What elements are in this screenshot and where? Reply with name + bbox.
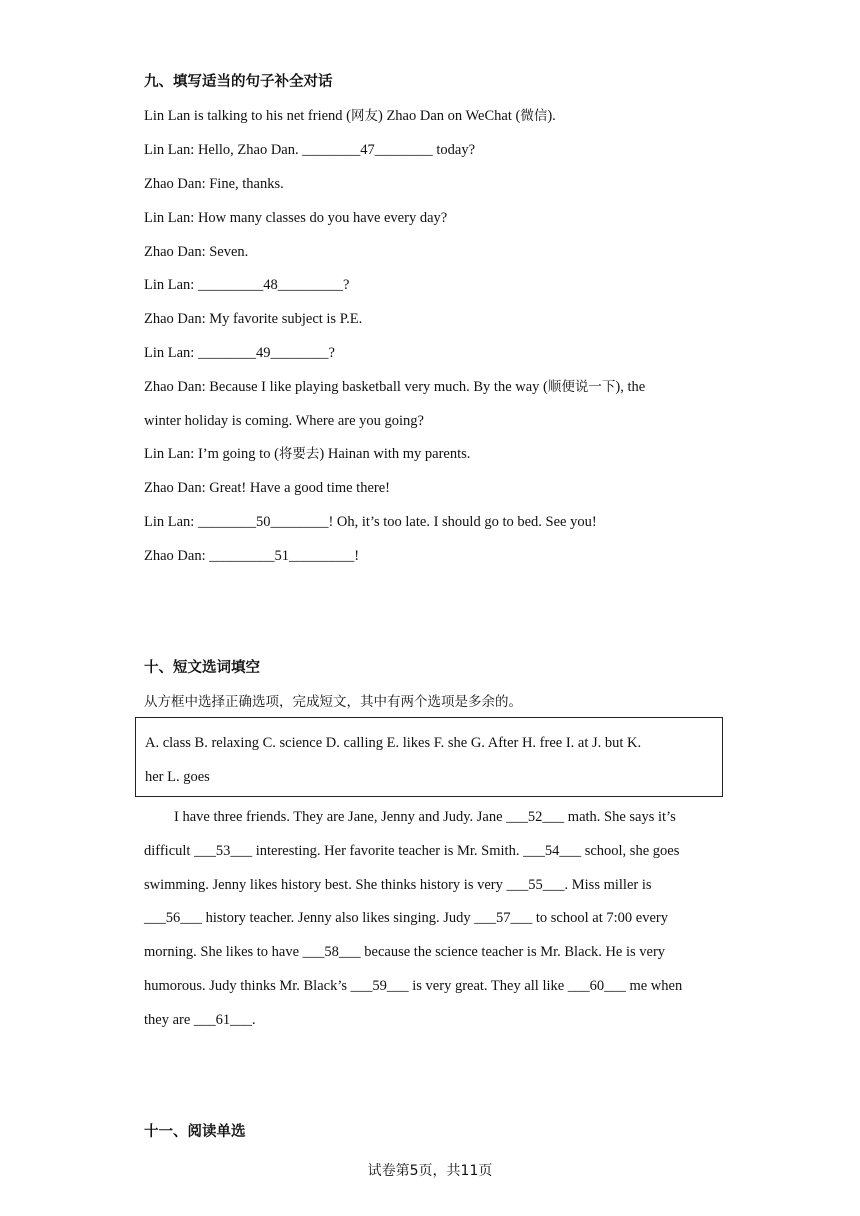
section-11-title: 十一、阅读单选	[144, 1124, 246, 1140]
dialogue-text: Lin Lan:	[144, 345, 198, 361]
blank-60[interactable]: ___60___	[567, 978, 626, 994]
word-options-box	[135, 717, 723, 797]
intro-cn-1: 网友	[351, 108, 378, 124]
section-10-title: 十、短文选词填空	[144, 660, 260, 676]
blank-54[interactable]: ___54___	[523, 843, 582, 859]
passage-text: school, she goes	[581, 843, 680, 859]
dialogue-text: Lin Lan:	[144, 514, 198, 530]
blank-52[interactable]: ___52___	[506, 809, 565, 825]
blank-51[interactable]: _________51_________	[209, 548, 355, 564]
dialogue-line: Zhao Dan: Seven.	[144, 244, 249, 260]
blank-61[interactable]: ___61___	[193, 1012, 252, 1028]
passage-line	[144, 942, 665, 962]
dialogue-line: Zhao Dan: My favorite subject is P.E.	[144, 311, 363, 327]
passage-text: is very great. They all like	[408, 978, 568, 994]
dialogue-cn: 将要去	[278, 446, 320, 462]
dialogue-text: ) Hainan with my parents.	[319, 446, 471, 462]
dialogue-text: ?	[342, 277, 350, 293]
section-9-intro	[144, 106, 556, 126]
passage-text: to school at 7:00 every	[532, 910, 668, 926]
dialogue-line: winter holiday is coming. Where are you going?	[144, 413, 424, 429]
passage-text: interesting. Her favorite teacher is Mr. Smith.	[252, 843, 524, 859]
dialogue-line: Zhao Dan: Great! Have a good time there!	[144, 480, 390, 496]
passage-text: history teacher. Jenny also likes singing. Judy	[202, 910, 475, 926]
passage-line	[174, 807, 676, 827]
dialogue-line	[144, 377, 645, 397]
intro-text-1: Lin Lan is talking to his net friend (	[144, 108, 351, 124]
dialogue-line-51	[144, 546, 359, 566]
dialogue-text: ?	[328, 345, 335, 361]
options-line-2: her L. goes	[145, 769, 210, 785]
passage-line	[144, 875, 652, 895]
blank-59[interactable]: ___59___	[350, 978, 409, 994]
passage-text: . Miss miller is	[564, 877, 652, 893]
dialogue-text: Lin Lan: I’m going to (	[144, 446, 279, 462]
passage-text: humorous. Judy thinks Mr. Black’s	[144, 978, 351, 994]
passage-line	[144, 1010, 256, 1030]
dialogue-line	[144, 444, 470, 464]
dialogue-line-47	[144, 140, 475, 160]
blank-57[interactable]: ___57___	[474, 910, 533, 926]
dialogue-text: today?	[432, 142, 476, 158]
passage-text: because the science teacher is Mr. Black. He is very	[360, 944, 666, 960]
dialogue-text: Zhao Dan:	[144, 548, 210, 564]
blank-48[interactable]: _________48_________	[197, 277, 343, 293]
dialogue-text: ), the	[615, 379, 646, 395]
passage-text: difficult	[144, 843, 195, 859]
blank-49[interactable]: ________49________	[197, 345, 329, 361]
dialogue-line: Zhao Dan: Fine, thanks.	[144, 176, 284, 192]
blank-56[interactable]: ___56___	[144, 910, 202, 926]
dialogue-line-50	[144, 512, 597, 532]
blank-55[interactable]: ___55___	[506, 877, 565, 893]
passage-text: swimming. Jenny likes history best. She thinks history is very	[144, 877, 507, 893]
passage-line	[144, 841, 679, 861]
intro-text-3: ).	[547, 108, 556, 124]
passage-text: me when	[625, 978, 683, 994]
blank-58[interactable]: ___58___	[302, 944, 361, 960]
page-footer: 试卷第5页，共11页	[367, 1163, 493, 1179]
intro-text-2: ) Zhao Dan on WeChat (	[378, 108, 521, 124]
intro-cn-2: 微信	[520, 108, 548, 124]
dialogue-text: Lin Lan: Hello, Zhao Dan.	[144, 142, 303, 158]
dialogue-text: ! Oh, it’s too late. I should go to bed. See you!	[328, 514, 597, 530]
passage-text: .	[251, 1012, 256, 1028]
passage-text: they are	[144, 1012, 194, 1028]
passage-text: math. She says it’s	[564, 809, 676, 825]
options-line-1: A. class B. relaxing C. science D. calling E. likes F. she G. After H. free I. at J. but K.	[145, 735, 642, 751]
section-9-title: 九、填写适当的句子补全对话	[144, 74, 333, 90]
passage-line	[144, 908, 668, 928]
passage-line	[144, 976, 682, 996]
blank-47[interactable]: ________47________	[302, 142, 433, 158]
dialogue-line-48	[144, 275, 349, 295]
section-10-instruction: 从方框中选择正确选项，完成短文，其中有两个选项是多余的。	[144, 694, 522, 710]
blank-50[interactable]: ________50________	[197, 514, 329, 530]
dialogue-text: Lin Lan:	[144, 277, 198, 293]
passage-text: I have three friends. They are Jane, Jenny and Judy. Jane	[174, 809, 507, 825]
dialogue-line-49	[144, 343, 335, 363]
blank-53[interactable]: ___53___	[194, 843, 253, 859]
dialogue-text: Zhao Dan: Because I like playing basketball very much. By the way (	[144, 379, 548, 395]
dialogue-text: !	[354, 548, 360, 564]
dialogue-cn: 顺便说一下	[547, 379, 616, 395]
dialogue-line: Lin Lan: How many classes do you have every day?	[144, 210, 448, 226]
passage-text: morning. She likes to have	[144, 944, 303, 960]
